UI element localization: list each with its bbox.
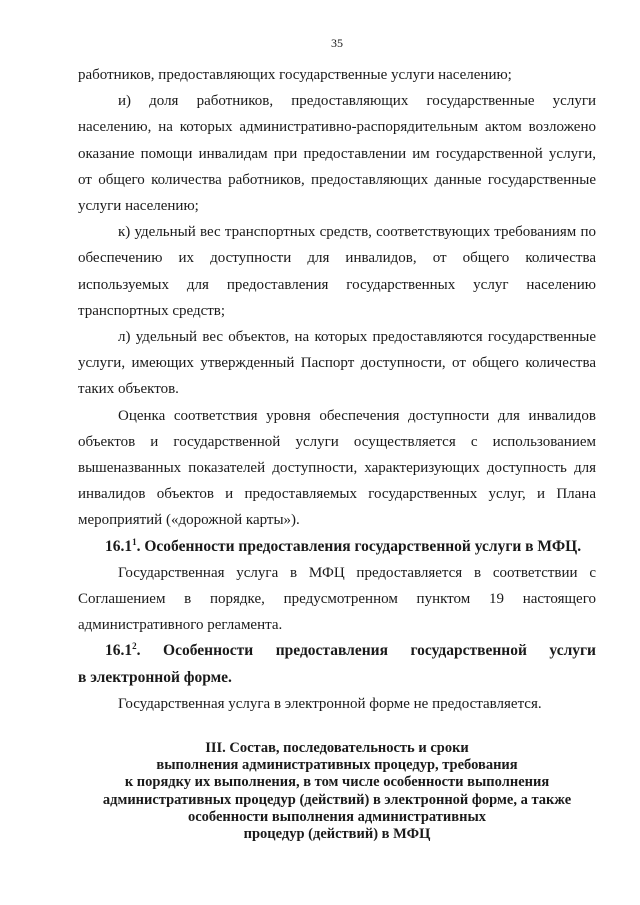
section-iii-line: процедур (действий) в МФЦ bbox=[243, 826, 431, 843]
section-iii-title bbox=[78, 740, 596, 843]
heading-16-1-1 bbox=[78, 534, 596, 560]
heading-16-1-1-number: 16.1 bbox=[105, 537, 133, 555]
section-iii-line: выполнения административных процедур, требования bbox=[156, 757, 518, 774]
section-iii-line: к порядку их выполнения, в том числе особенности выполнения bbox=[124, 774, 550, 791]
paragraph-item-l: л) удельный вес объектов, на которых предоставляются государственные услуги, имеющих утвержденный Паспорт доступности, от общего количества таких объектов. bbox=[78, 329, 596, 398]
heading-16-1-2-title: . Особенности предоставления государственной услуги bbox=[136, 642, 596, 660]
paragraph-mfc: Государственная услуга в МФЦ предоставляется в соответствии с Соглашением в порядке, предусмотренном пунктом 19 настоящего административного регламента. bbox=[78, 564, 596, 634]
paragraph-electronic: Государственная услуга в электронной форме не предоставляется. bbox=[118, 695, 542, 712]
paragraph-item-i: и) доля работников, предоставляющих государственные услуги населению, на которых административно-распорядительным актом возложено оказание помощи инвалидам при предоставлении им государственной услуги, от общего количества работников, предоставляющих данные государственные услуги населению; bbox=[78, 93, 596, 215]
section-iii-line: административных процедур (действий) в электронной форме, а также bbox=[102, 791, 572, 808]
paragraph-continuation: работников, предоставляющих государственные услуги населению; bbox=[78, 67, 512, 83]
page-number: 35 bbox=[331, 36, 343, 50]
paragraph-assessment: Оценка соответствия уровня обеспечения доступности для инвалидов объектов и государственной услуги осуществляется с использованием вышеназванных показателей доступности, характеризующих доступность для инвалидов объектов и предоставляемых государственных услуг, и Плана мероприятий («дорожной карты»). bbox=[78, 407, 596, 529]
section-iii-line: III. Состав, последовательность и сроки bbox=[205, 740, 469, 756]
heading-16-1-2-number: 16.1 bbox=[105, 642, 133, 660]
heading-16-1-1-sup: 1 bbox=[132, 536, 137, 547]
heading-16-1-2 bbox=[78, 638, 596, 664]
heading-16-1-2-line2: в электронной форме. bbox=[78, 668, 232, 686]
heading-16-1-2-sup: 2 bbox=[132, 641, 137, 652]
section-iii-line: особенности выполнения административных bbox=[187, 808, 487, 825]
paragraph-item-k: к) удельный вес транспортных средств, соответствующих требованиям по обеспечению их доступности для инвалидов, от общего количества используемых для предоставления государственных услуг населению транспортных средств; bbox=[78, 224, 596, 319]
heading-16-1-1-title: . Особенности предоставления государственной услуги в МФЦ. bbox=[136, 537, 582, 555]
document-body bbox=[78, 62, 596, 717]
